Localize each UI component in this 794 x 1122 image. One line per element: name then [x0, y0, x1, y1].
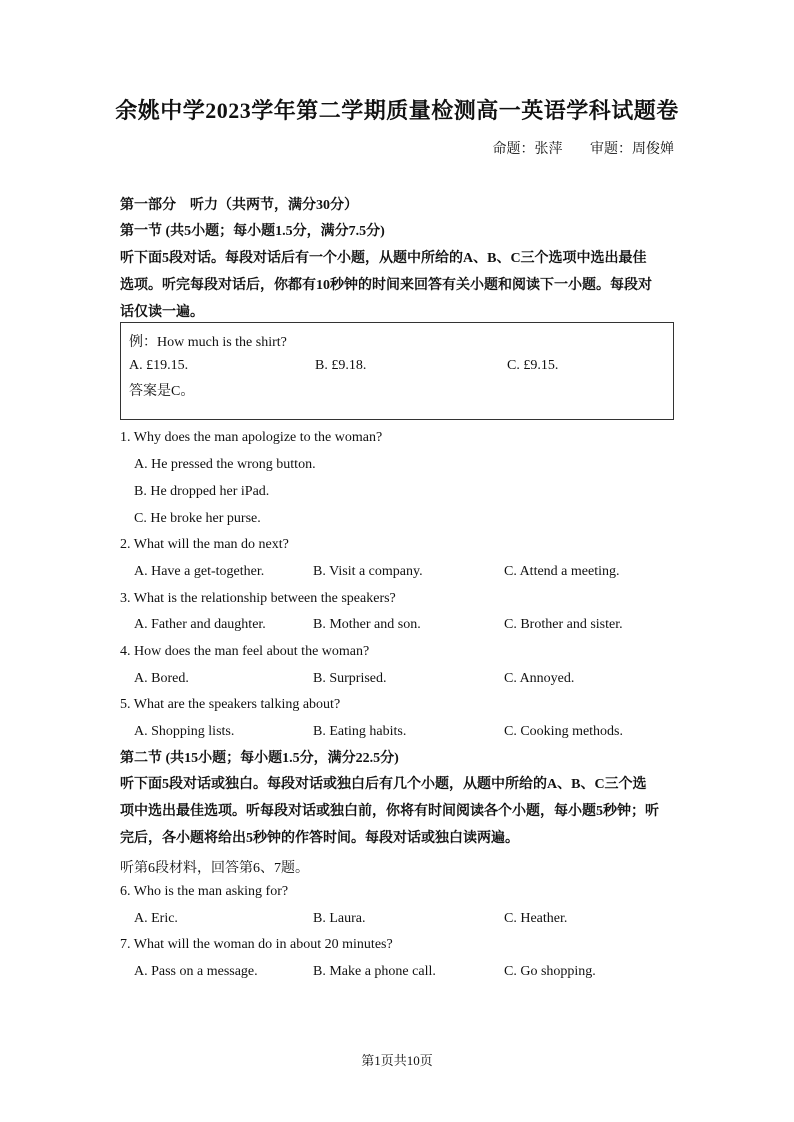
q2-option-b: B. Visit a company.: [313, 564, 423, 579]
section2-header: 第二节 (共15小题；每小题1.5分，满分22.5分): [120, 751, 399, 766]
instruction-line: 选项。听完每段对话后，你都有10秒钟的时间来回答有关小题和阅读下一小题。每段对: [120, 278, 652, 293]
question-1: 1. Why does the man apologize to the woman?: [120, 430, 383, 445]
q6-option-c: C. Heather.: [504, 911, 568, 926]
instruction-line: 项中选出最佳选项。听每段对话或独白前，你将有时间阅读各个小题，每小题5秒钟；听: [120, 804, 659, 819]
question-7: 7. What will the woman do in about 20 minutes?: [120, 937, 393, 952]
q7-option-c: C. Go shopping.: [504, 964, 596, 979]
material-note: 听第6段材料，回答第6、7题。: [120, 861, 309, 876]
q6-option-a: A. Eric.: [134, 911, 178, 926]
q2-option-c: C. Attend a meeting.: [504, 564, 620, 579]
q1-option-a: A. He pressed the wrong button.: [134, 457, 316, 472]
section2-instructions: [120, 771, 680, 852]
instruction-line: 话仅读一遍。: [120, 305, 204, 320]
q6-option-b: B. Laura.: [313, 911, 366, 926]
instruction-line: 听下面5段对话。每段对话后有一个小题，从题中所给的A、B、C三个选项中选出最佳: [120, 251, 647, 266]
reviewer: 审题：周俊婵: [590, 142, 674, 157]
example-question: 例：How much is the shirt?: [129, 335, 287, 350]
q3-option-c: C. Brother and sister.: [504, 617, 623, 632]
setter: 命题：张萍: [492, 142, 563, 157]
q5-option-c: C. Cooking methods.: [504, 724, 624, 739]
question-5: 5. What are the speakers talking about?: [120, 697, 341, 712]
q5-option-a: A. Shopping lists.: [134, 724, 235, 739]
q2-option-a: A. Have a get-together.: [134, 564, 265, 579]
question-4: 4. How does the man feel about the woman?: [120, 644, 370, 659]
instruction-line: 听下面5段对话或独白。每段对话或独白后有几个小题，从题中所给的A、B、C三个选: [120, 777, 647, 792]
page-title: 余姚中学2023学年第二学期质量检测高一英语学科试题卷: [115, 98, 679, 123]
q7-option-a: A. Pass on a message.: [134, 964, 258, 979]
q4-option-c: C. Annoyed.: [504, 671, 575, 686]
q1-option-c: C. He broke her purse.: [134, 511, 261, 526]
q3-option-b: B. Mother and son.: [313, 617, 421, 632]
example-option-c: C. £9.15.: [507, 358, 559, 373]
instruction-line: 完后，各小题将给出5秒钟的作答时间。每段对话或独白读两遍。: [120, 831, 519, 846]
q7-option-b: B. Make a phone call.: [313, 964, 436, 979]
q4-option-a: A. Bored.: [134, 671, 189, 686]
q4-option-b: B. Surprised.: [313, 671, 387, 686]
q3-option-a: A. Father and daughter.: [134, 617, 266, 632]
example-box: [120, 322, 674, 420]
question-2: 2. What will the man do next?: [120, 537, 289, 552]
page-footer: 第1页共10页: [361, 1053, 433, 1068]
example-option-a: A. £19.15.: [129, 358, 189, 373]
q1-option-b: B. He dropped her iPad.: [134, 484, 270, 499]
part1-header: 第一部分 听力（共两节，满分30分）: [120, 198, 358, 213]
section1-header: 第一节 (共5小题；每小题1.5分，满分7.5分): [120, 224, 385, 239]
example-option-b: B. £9.18.: [315, 358, 367, 373]
section1-instructions: [120, 245, 680, 326]
example-answer: 答案是C。: [129, 384, 195, 399]
q5-option-b: B. Eating habits.: [313, 724, 407, 739]
authors: [469, 138, 675, 158]
question-3: 3. What is the relationship between the speakers?: [120, 591, 396, 606]
question-6: 6. Who is the man asking for?: [120, 884, 289, 899]
